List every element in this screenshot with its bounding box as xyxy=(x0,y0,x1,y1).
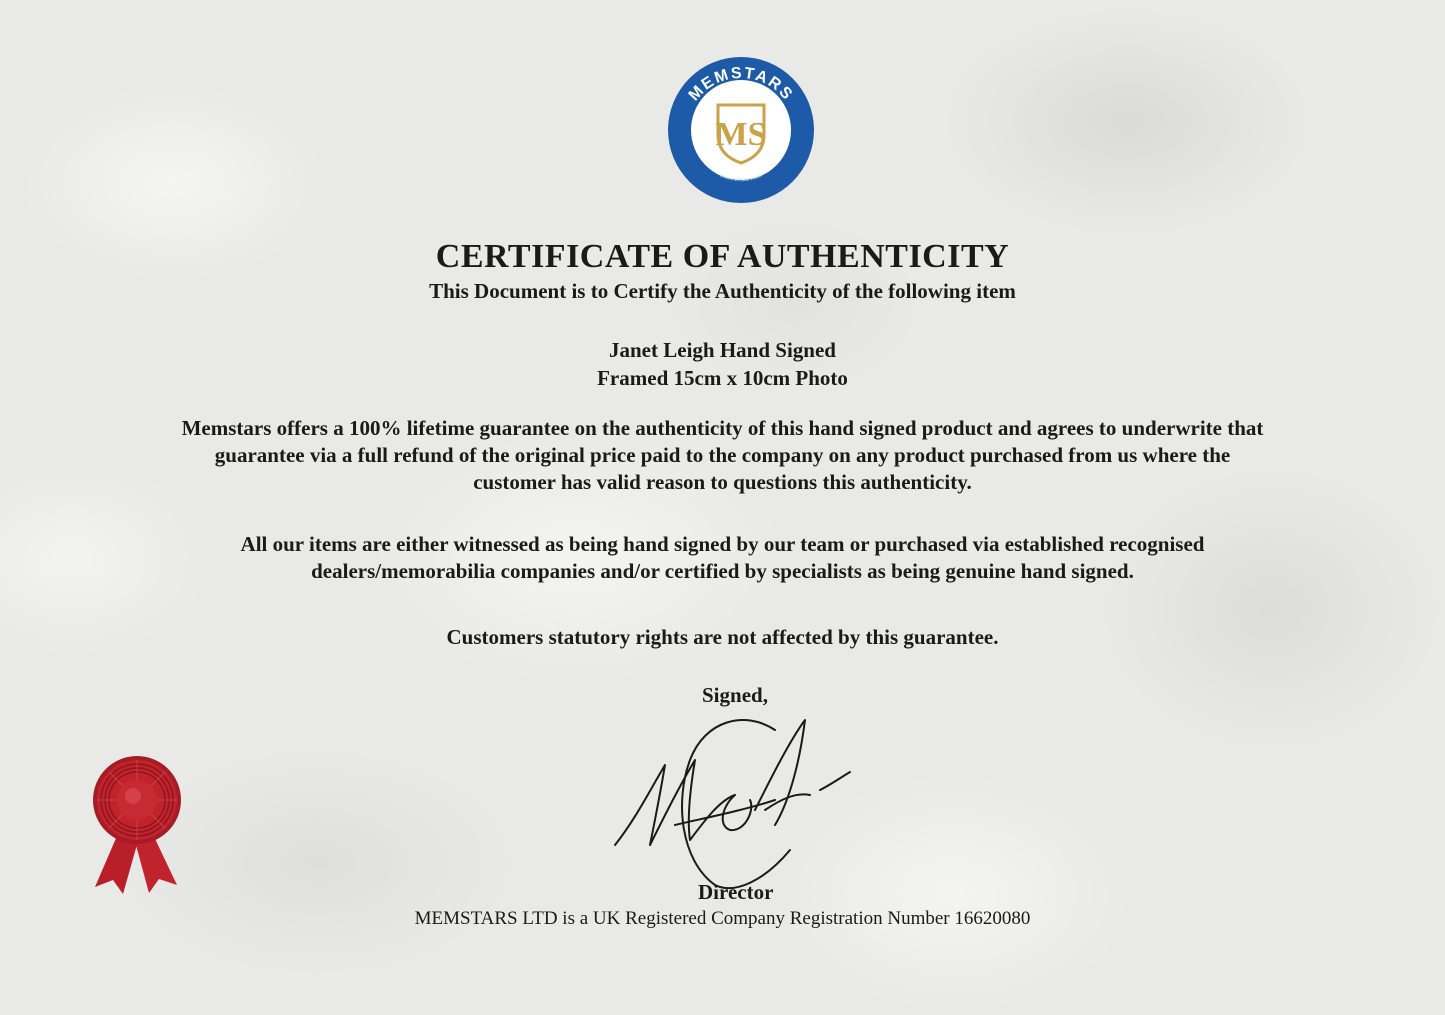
certificate-title: CERTIFICATE OF AUTHENTICITY xyxy=(435,238,1010,275)
item-description xyxy=(0,336,1445,392)
statutory-rights-note: Customers statutory rights are not affected by this guarantee. xyxy=(446,625,999,649)
guarantee-line: customer has valid reason to questions this authenticity. xyxy=(473,470,972,494)
svg-text:www.memstars.com: www.memstars.com xyxy=(718,172,764,184)
signed-label: Signed, xyxy=(702,683,768,707)
signer-title: Director xyxy=(698,880,774,904)
certificate-subtitle: This Document is to Certify the Authenticity of the following item xyxy=(429,279,1016,303)
guarantee-line: guarantee via a full refund of the original price paid to the company on any product purchased from us where the xyxy=(214,443,1231,467)
red-ribbon-rosette-icon xyxy=(85,752,190,897)
memstars-logo xyxy=(666,55,816,205)
item-line: Framed 15cm x 10cm Photo xyxy=(597,366,848,390)
guarantee-line: Memstars offers a 100% lifetime guarantee on the authenticity of this hand signed product and agrees to underwrite that xyxy=(181,416,1264,440)
guarantee-paragraph xyxy=(0,415,1445,496)
svg-text:MEMSTARS: MEMSTARS xyxy=(685,64,797,105)
director-signature xyxy=(605,700,865,900)
sourcing-line: All our items are either witnessed as being hand signed by our team or purchased via established recognised xyxy=(240,532,1205,556)
item-line: Janet Leigh Hand Signed xyxy=(609,338,836,362)
sourcing-line: dealers/memorabilia companies and/or certified by specialists as being genuine hand signed. xyxy=(311,559,1134,583)
logo-monogram: MS xyxy=(715,116,767,153)
company-registration-footer: MEMSTARS LTD is a UK Registered Company Registration Number 16620080 xyxy=(414,908,1031,929)
sourcing-paragraph xyxy=(0,531,1445,585)
